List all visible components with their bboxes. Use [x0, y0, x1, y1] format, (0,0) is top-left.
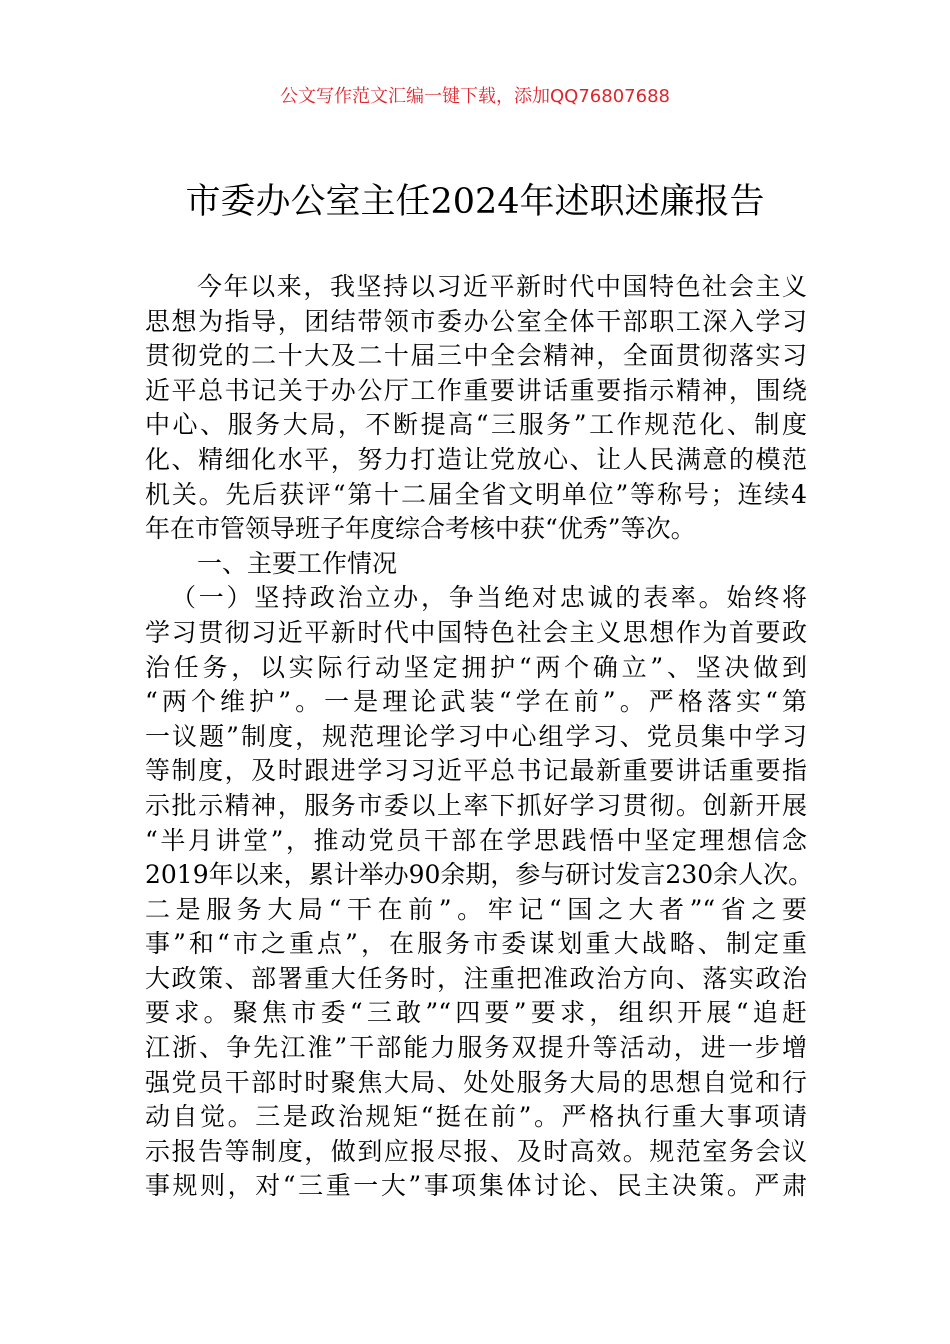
section-heading: 一、主要工作情况 — [197, 548, 398, 578]
paragraph-line: 化、精细化水平，努力打造让党放心、让人民满意的模范 — [145, 444, 807, 474]
paragraph-line: 近平总书记关于办公厅工作重要讲话重要指示精神，围绕 — [145, 375, 807, 405]
paragraph-line: 一议题”制度，规范理论学习中心组学习、党员集中学习 — [145, 721, 807, 751]
paragraph-line: 机关。先后获评“第十二届全省文明单位”等称号；连续4 — [145, 479, 807, 509]
paragraph-line: 贯彻党的二十大及二十届三中全会精神，全面贯彻落实习 — [145, 341, 807, 371]
paragraph-line: 今年以来，我坚持以习近平新时代中国特色社会主义 — [197, 272, 807, 301]
paragraph-line: 事规则，对“三重一大”事项集体讨论、民主决策。严肃 — [145, 1171, 807, 1201]
document-title: 市委办公室主任2024年述职述廉报告 — [185, 182, 765, 222]
watermark-banner: 公文写作范文汇编一键下载，添加QQ76807688 — [280, 86, 670, 107]
paragraph-line: 中心、服务大局，不断提高“三服务”工作规范化、制度 — [145, 410, 807, 440]
paragraph-line: 示报告等制度，做到应报尽报、及时高效。规范室务会议 — [145, 1136, 807, 1166]
paragraph-line: （一）坚持政治立办，争当绝对忠诚的表率。始终将 — [171, 583, 807, 613]
paragraph-line: 强党员干部时时聚焦大局、处处服务大局的思想自觉和行 — [145, 1067, 807, 1097]
paragraph-line: 学习贯彻习近平新时代中国特色社会主义思想作为首要政 — [145, 617, 807, 647]
paragraph-line: 要求。聚焦市委“三敢”“四要”要求，组织开展“追赶 — [145, 998, 807, 1028]
paragraph-line: 示批示精神，服务市委以上率下抓好学习贯彻。创新开展 — [145, 790, 807, 820]
paragraph-line: “两个维护”。一是理论武装“学在前”。严格落实“第 — [145, 687, 807, 717]
paragraph-line: 等制度，及时跟进学习习近平总书记最新重要讲话重要指 — [145, 756, 807, 786]
paragraph-line: “半月讲堂”，推动党员干部在学思践悟中坚定理想信念 — [145, 825, 807, 855]
paragraph-line: 大政策、部署重大任务时，注重把准政治方向、落实政治 — [145, 963, 807, 993]
paragraph-line: 事”和“市之重点”，在服务市委谋划重大战略、制定重 — [145, 929, 807, 959]
paragraph-line: 二是服务大局“干在前”。牢记“国之大者”“省之要 — [145, 894, 807, 924]
paragraph-line: 江浙、争先江淮”干部能力服务双提升等活动，进一步增 — [145, 1033, 807, 1063]
paragraph-line: 思想为指导，团结带领市委办公室全体干部职工深入学习 — [145, 306, 807, 336]
paragraph-line: 治任务，以实际行动坚定拥护“两个确立”、坚决做到 — [145, 652, 807, 682]
paragraph-line: 年在市管领导班子年度综合考核中获“优秀”等次。 — [145, 514, 696, 544]
paragraph-line: 2019年以来，累计举办90余期，参与研讨发言230余人次。 — [145, 860, 814, 890]
paragraph-line: 动自觉。三是政治规矩“挺在前”。严格执行重大事项请 — [145, 1102, 807, 1132]
document-body — [145, 270, 814, 1204]
